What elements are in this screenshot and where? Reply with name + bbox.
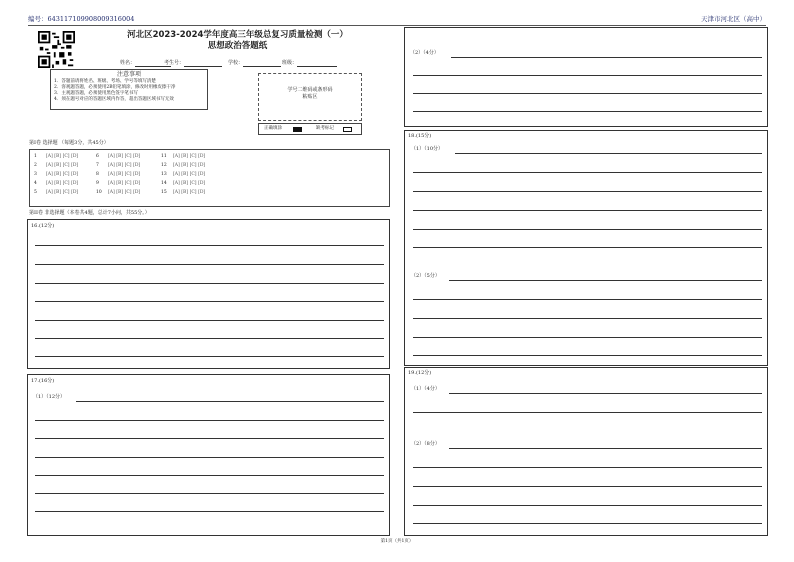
question-number: 11: [161, 154, 167, 159]
answer-line: [413, 523, 762, 524]
answer-line: [413, 412, 762, 413]
q17-part2-answer-box[interactable]: [404, 27, 768, 127]
choice-question-row: [96, 154, 142, 160]
choice-question-row: [161, 181, 207, 187]
answer-bubble[interactable]: [B]: [181, 172, 189, 177]
notice-item: 4．须在题号对应的答题区域内作答，超出答题区域书写无效: [54, 97, 174, 102]
answer-line: [35, 475, 384, 476]
class-label: 班级：: [282, 60, 298, 66]
answer-bubble[interactable]: [D]: [198, 172, 206, 177]
exam-title: 河北区2023-2024学年度高三年级总复习质量检测（一）: [127, 30, 348, 40]
choice-question-row: [34, 154, 80, 160]
answer-bubble[interactable]: [D]: [133, 181, 141, 186]
answer-bubble[interactable]: [C]: [124, 181, 132, 186]
answer-bubble[interactable]: [C]: [189, 154, 197, 159]
q18-sub2-label: （2）（5分）: [411, 273, 440, 279]
question-number: 9: [96, 181, 99, 186]
answer-line: [413, 210, 762, 211]
answer-line: [451, 57, 762, 58]
exam-number-label: 考生号：: [164, 60, 185, 66]
answer-bubble[interactable]: [A]: [108, 172, 115, 177]
name-label: 姓名：: [120, 60, 136, 66]
q19-title: 19.(12分): [408, 370, 432, 376]
answer-line: [35, 264, 384, 265]
absent-mark-label: 缺考标记: [316, 126, 334, 131]
answer-bubble[interactable]: [B]: [54, 163, 62, 168]
answer-bubble[interactable]: [A]: [108, 163, 115, 168]
answer-line: [413, 75, 762, 76]
answer-line: [413, 337, 762, 338]
exam-number-field[interactable]: [164, 59, 222, 67]
page-footer: 第1页（共1页）: [380, 539, 414, 544]
answer-bubble[interactable]: [D]: [198, 190, 206, 195]
answer-bubble[interactable]: [A]: [108, 154, 115, 159]
choice-question-row: [96, 190, 142, 196]
answer-bubble[interactable]: [A]: [46, 163, 53, 168]
answer-bubble[interactable]: [B]: [116, 154, 124, 159]
answer-bubble[interactable]: [C]: [62, 190, 70, 195]
answer-bubble[interactable]: [B]: [116, 163, 124, 168]
answer-line: [413, 247, 762, 248]
answer-line: [35, 338, 384, 339]
correct-fill-label: 正确填涂: [264, 126, 282, 131]
answer-line: [449, 393, 762, 394]
notice-item: 3．主观题答题，必须使用黑色签字笔书写: [54, 91, 138, 96]
question-number: 13: [161, 172, 167, 177]
class-field[interactable]: [282, 59, 337, 67]
answer-bubble[interactable]: [D]: [71, 181, 79, 186]
choice-answer-area: [29, 149, 390, 207]
answer-bubble[interactable]: [C]: [124, 154, 132, 159]
answer-line: [35, 301, 384, 302]
school-field[interactable]: [228, 59, 281, 67]
answer-bubble[interactable]: [A]: [108, 181, 115, 186]
answer-bubble[interactable]: [D]: [71, 172, 79, 177]
correct-fill-sample: [293, 127, 302, 132]
q18-answer-box[interactable]: [404, 130, 768, 366]
answer-bubble[interactable]: [B]: [181, 190, 189, 195]
q17-sub1-label: （1）（12分）: [33, 394, 66, 400]
answer-line: [455, 153, 762, 154]
answer-bubble[interactable]: [B]: [181, 181, 189, 186]
answer-bubble[interactable]: [C]: [62, 181, 70, 186]
q18-title: 18.(15分): [408, 133, 432, 139]
question-number: 4: [34, 181, 37, 186]
answer-bubble[interactable]: [D]: [133, 172, 141, 177]
answer-bubble[interactable]: [A]: [108, 190, 115, 195]
choice-question-row: [34, 181, 80, 187]
region-label: 天津市河北区（高中）: [701, 15, 766, 23]
notice-title: 注意事项: [116, 71, 141, 78]
q16-answer-box[interactable]: [27, 219, 390, 369]
barcode-paste-area[interactable]: [258, 73, 362, 121]
answer-line: [35, 457, 384, 458]
qr-code-icon: [38, 31, 75, 68]
question-number: 5: [34, 190, 37, 195]
paste-label: 粘贴区: [302, 94, 318, 100]
answer-line: [413, 191, 762, 192]
q19-sub1-label: （1）（4分）: [411, 386, 440, 392]
absent-mark-checkbox[interactable]: [343, 127, 352, 132]
answer-bubble[interactable]: [C]: [62, 154, 70, 159]
q19-answer-box[interactable]: [404, 367, 768, 536]
answer-line: [413, 93, 762, 94]
choice-question-row: [161, 154, 207, 160]
answer-line: [413, 318, 762, 319]
q16-title: 16.(12分): [31, 223, 55, 229]
q17-title: 17.(16分): [31, 378, 55, 384]
answer-bubble[interactable]: [A]: [46, 190, 53, 195]
answer-bubble[interactable]: [D]: [133, 154, 141, 159]
choice-question-row: [161, 190, 207, 196]
choice-question-row: [34, 190, 80, 196]
answer-bubble[interactable]: [B]: [54, 190, 62, 195]
choice-question-row: [96, 181, 142, 187]
answer-bubble[interactable]: [B]: [116, 181, 124, 186]
answer-bubble[interactable]: [B]: [116, 172, 124, 177]
answer-line: [35, 438, 384, 439]
question-number: 10: [96, 190, 102, 195]
question-number: 12: [161, 163, 167, 168]
answer-line: [35, 320, 384, 321]
section2-title: 第II卷 非选择题（本卷共4题，总计7小问，共55分。）: [29, 210, 150, 216]
choice-question-row: [34, 163, 80, 169]
answer-bubble[interactable]: [C]: [189, 181, 197, 186]
answer-line: [413, 505, 762, 506]
choice-question-row: [96, 163, 142, 169]
answer-bubble[interactable]: [A]: [46, 172, 53, 177]
answer-line: [413, 299, 762, 300]
answer-line: [76, 401, 384, 402]
answer-bubble[interactable]: [B]: [54, 181, 62, 186]
barcode-label: 学号二维码或条形码: [287, 87, 333, 93]
notice-item: 2．客观题答题，必须使用2B铅笔填涂，修改时用橡皮擦干净: [54, 85, 176, 90]
answer-line: [449, 448, 762, 449]
school-label: 学校：: [228, 60, 244, 66]
sheet-title: 思想政治答题纸: [207, 41, 268, 51]
notice-item: 1．答题前请将姓名、班级、考场、学号等填写清楚: [54, 79, 156, 84]
answer-line: [413, 355, 762, 356]
answer-bubble[interactable]: [C]: [124, 190, 132, 195]
answer-line: [413, 229, 762, 230]
question-number: 1: [34, 154, 37, 159]
answer-bubble[interactable]: [A]: [173, 154, 180, 159]
answer-bubble[interactable]: [D]: [71, 154, 79, 159]
answer-bubble[interactable]: [C]: [124, 172, 132, 177]
choice-question-row: [161, 172, 207, 178]
answer-bubble[interactable]: [D]: [71, 190, 79, 195]
answer-line: [413, 486, 762, 487]
answer-bubble[interactable]: [B]: [54, 172, 62, 177]
choice-question-row: [96, 172, 142, 178]
question-number: 8: [96, 172, 99, 177]
answer-line: [35, 283, 384, 284]
section1-title: 第I卷 选择题 （每题3分，共45分）: [29, 140, 109, 146]
answer-line: [35, 420, 384, 421]
answer-line: [413, 111, 762, 112]
answer-line: [413, 172, 762, 173]
answer-bubble[interactable]: [B]: [181, 163, 189, 168]
answer-bubble[interactable]: [C]: [124, 163, 132, 168]
question-number: 3: [34, 172, 37, 177]
answer-bubble[interactable]: [A]: [173, 172, 180, 177]
question-number: 15: [161, 190, 167, 195]
answer-bubble[interactable]: [D]: [133, 190, 141, 195]
exam-code: 编号：643117109908009316004: [28, 15, 135, 23]
notice-box: [50, 69, 208, 110]
answer-bubble[interactable]: [D]: [198, 163, 206, 168]
answer-bubble[interactable]: [D]: [198, 154, 206, 159]
answer-line: [35, 493, 384, 494]
answer-bubble[interactable]: [C]: [189, 163, 197, 168]
answer-line: [35, 511, 384, 512]
answer-bubble[interactable]: [C]: [62, 163, 70, 168]
q17-answer-box[interactable]: [27, 374, 390, 536]
answer-bubble[interactable]: [A]: [173, 190, 180, 195]
question-number: 2: [34, 163, 37, 168]
answer-line: [35, 356, 384, 357]
answer-bubble[interactable]: [B]: [54, 154, 62, 159]
header-rule: [28, 25, 766, 26]
question-number: 6: [96, 154, 99, 159]
q18-sub1-label: （1）（10分）: [411, 146, 444, 152]
answer-line: [413, 467, 762, 468]
answer-line: [35, 245, 384, 246]
answer-bubble[interactable]: [C]: [189, 172, 197, 177]
answer-bubble[interactable]: [D]: [71, 163, 79, 168]
answer-bubble[interactable]: [A]: [173, 163, 180, 168]
answer-bubble[interactable]: [B]: [181, 154, 189, 159]
choice-question-row: [161, 163, 207, 169]
answer-bubble[interactable]: [D]: [198, 181, 206, 186]
choice-question-row: [34, 172, 80, 178]
answer-bubble[interactable]: [C]: [189, 190, 197, 195]
question-number: 7: [96, 163, 99, 168]
answer-bubble[interactable]: [B]: [116, 190, 124, 195]
q19-sub2-label: （2）（8分）: [411, 441, 440, 447]
answer-bubble[interactable]: [A]: [46, 154, 53, 159]
answer-bubble[interactable]: [C]: [62, 172, 70, 177]
answer-line: [449, 280, 762, 281]
answer-bubble[interactable]: [A]: [46, 181, 53, 186]
answer-bubble[interactable]: [D]: [133, 163, 141, 168]
fill-marks-box: [258, 123, 362, 135]
q17-sub2-label: （2）（4分）: [410, 50, 439, 56]
question-number: 14: [161, 181, 167, 186]
answer-bubble[interactable]: [A]: [173, 181, 180, 186]
